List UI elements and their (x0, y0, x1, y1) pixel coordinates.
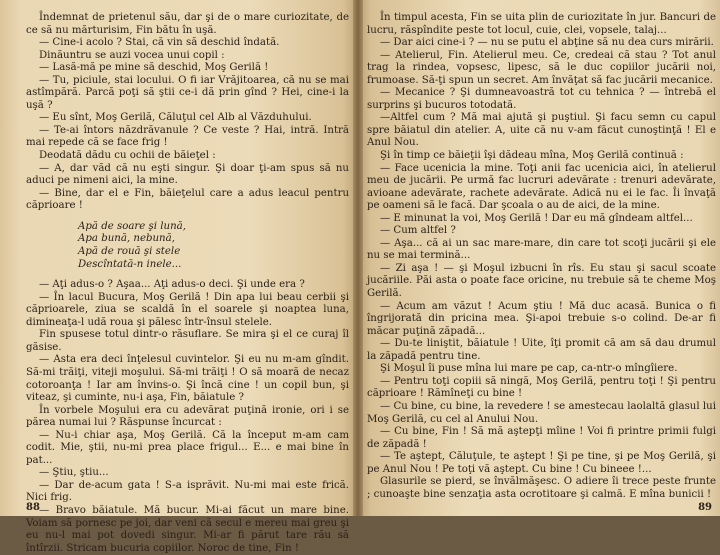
paragraph: — Mecanice ? Şi dumneavoastră tot cu tehnica ? — întrebă el surprins şi bucuros totodată. (367, 87, 716, 111)
paragraph: — Bravo băiatule. Mă bucur. Mi-ai făcut un mare bine. Voiam să pornesc pe joi, dar veni că secul e mereu mai greu şi eu nu-l mai pot dovedi singur. Mi-ar fi părut tare rău să întîrzii. Stricam bucuria copiilor. Noroc de tine, Fin ! (26, 504, 349, 554)
paragraph: — Acum am văzut ! Acum ştiu ! Mă duc acasă. Bunica o fi îngrijorată din pricina mea. Şi-apoi trebuie s-o colind. De-ar fi măcar puţină zăpadă... (367, 300, 716, 337)
paragraph: Şi în timp ce băieţii îşi dădeau mîna, Moş Gerilă continuă : (380, 150, 684, 162)
paragraph: — Eu sînt, Moş Gerilă, Căluţul cel Alb al Văzduhului. (39, 112, 312, 124)
paragraph: Dinăuntru se auzi vocea unui copil : (39, 49, 225, 61)
paragraph: — Cu bine, cu bine, la revedere ! se amestecau laolaltă glasul lui Moş Gerilă, cu cel al Anului Nou. (367, 400, 716, 425)
paragraph: — E minunat la voi, Moş Gerilă ! Dar eu mă gîndeam altfel... (380, 212, 693, 224)
page-number: 89 (698, 502, 712, 513)
poem-line: Apă de rouă şi stele (78, 245, 181, 257)
paragraph: — Cum altfel ? (380, 225, 456, 237)
paragraph: — Aţi adus-o ? Aşaa... Aţi adus-o deci. Şi unde era ? (39, 279, 305, 291)
paragraph: — A, dar văd că nu eşti singur. Şi doar ţi-am spus să nu aduci pe nimeni aici, la mine. (26, 162, 349, 187)
left-page (0, 0, 357, 554)
paragraph: — Dar aici cine-i ? — nu se putu el abţine să nu dea curs mirării. (380, 37, 714, 49)
page-number: 88 (26, 502, 40, 513)
book-gutter (353, 0, 363, 516)
paragraph: — Te aştept, Căluţule, te aştept ! Şi pe tine, şi pe Moş Gerilă, şi pe Anul Nou ! Pe toţi vă aştept. Cu bine ! Cu bineee !... (367, 451, 716, 475)
paragraph: Fin spusese totul dintr-o răsuflare. Se mira şi el ce curaj îl găsise. (26, 329, 349, 353)
paragraph: Şi Moşul îi puse mîna lui mare pe cap, ca-ntr-o mîngîiere. (380, 363, 678, 375)
poem-line: Apa bună, nebună, (78, 233, 175, 245)
paragraph: — Te-ai întors năzdrăvanule ? Ce veste ? Hai, intră. Intră mai repede că se face frig ! (26, 124, 349, 149)
paragraph: — Face ucenicia la mine. Toţi anii fac ucenicia aici, în atelierul meu de jucării. Pe urmă fac lucruri adevărate : trenuri adevărate, avioane adevărate, rachete adevărate. Adică nu ei le fac. Îi învaţă pe oameni să le facă. Dar şcoala o au de aici, de la mine. (367, 162, 716, 212)
paragraph: În timpul acesta, Fin se uita plin de curiozitate în jur. Bancuri de lucru, răspîndite peste tot locul, cuie, clei, vopsele, talaj... (367, 12, 716, 36)
paragraph: — Cu bine, Fin ! Să mă aştepţi mîine ! Voi fi printre primii fulgi de zăpadă ! (367, 426, 716, 450)
paragraph: — Pentru toţi copiii să ningă, Moş Gerilă, pentru toţi ! Şi pentru căprioare ! Rămîneţi cu bine ! (367, 375, 716, 400)
poem-line: Descîntată-n inele... (78, 258, 182, 270)
paragraph: În vorbele Moşului era cu adevărat puţină ironie, ori i se părea numai lui ? Răspunse încurcat : (26, 404, 349, 429)
paragraph: — Ştiu, ştiu... (39, 467, 109, 479)
paragraph: — În lacul Bucura, Moş Gerilă ! Din apa lui beau cerbii şi căprioarele, ziua se scaldă în el soarele şi noaptea luna, dimineaţa-l udă roua şi pălesc într-însul stelele. (26, 291, 349, 328)
paragraph: — Aşa... că ai un sac mare-mare, din care tot scoţi jucării şi ele nu se mai termină... (367, 237, 716, 262)
paragraph: Deodată dădu cu ochii de băieţel : (39, 150, 216, 162)
paragraph: — Du-te liniştit, băiatule ! Uite, îţi promit că am să dau drumul la zăpadă pentru tine. (367, 338, 716, 362)
paragraph: — Dar de-acum gata ! S-a isprăvit. Nu-mi mai este frică. Nici frig. (26, 479, 349, 504)
poem-line: Apă de soare şi lună, (78, 220, 186, 232)
paragraph: — Cine-i acolo ? Stai, că vin să deschid îndată. (39, 37, 280, 49)
paragraph: Îndemnat de prietenul său, dar şi de o mare curiozitate, de ce să nu mărturisim, Fin bătu în uşă. (26, 12, 349, 36)
paragraph: — Atelierul, Fin. Atelierul meu. Ce, credeai că stau ? Tot anul trag la rindea, vopsesc, lipesc, să le duc copiilor jucării noi, frumoase. Să-ţi spun un secret. Am învăţat să fac jucării mecanice. (367, 49, 716, 86)
paragraph: — Asta era deci înţelesul cuvintelor. Şi eu nu m-am gîndit. Să-mi trăiţi, viteji moşului. Să-mi trăiţi ! O să moară de necaz cotoroanţa ! Iar am învins-o. Şi încă cine ! un copil bun, şi viteaz, şi cuminte, nu-i aşa, Fin, băiatule ? (26, 354, 349, 404)
paragraph: — Tu, piciule, stai locului. O fi iar Vrăjitoarea, că nu se mai astîmpără. Parcă poţi să ştii ce-i dă prin gînd ? Hei, cine-i la uşă ? (26, 74, 349, 111)
paragraph: — Nu-i chiar aşa, Moş Gerilă. Că la început m-am cam codit. Mie, ştii, nu-mi prea place frigul... E... e mai bine în pat... (26, 429, 349, 466)
paragraph: — Bine, dar el e Fin, băieţelul care a adus leacul pentru căprioare ! (26, 187, 349, 212)
paragraph: Glasurile se pierd, se învălmăşesc. O adiere îi trece peste frunte ; cunoaşte bine senzaţia asta ocrotitoare şi calmă. E mîna bunicii ! (367, 476, 716, 500)
right-page (357, 0, 720, 516)
poem-verse (78, 221, 349, 271)
paragraph: —Altfel cum ? Mă mai ajută şi puştiul. Şi facu semn cu capul spre băiatul din atelier. A, uite că nu v-am făcut cunoştinţă ! El e Anul Nou. (367, 112, 716, 149)
right-page-text (367, 12, 716, 501)
paragraph: — Zi aşa ! — şi Moşul izbucni în rîs. Eu stau şi sacul scoate jucăriile. Păi asta o poate face oricine, nu trebuie să te cheme Moş Gerilă. (367, 262, 716, 300)
left-page-text (26, 12, 349, 555)
paragraph: — Lasă-mă pe mine să deschid, Moş Gerilă ! (39, 62, 269, 74)
